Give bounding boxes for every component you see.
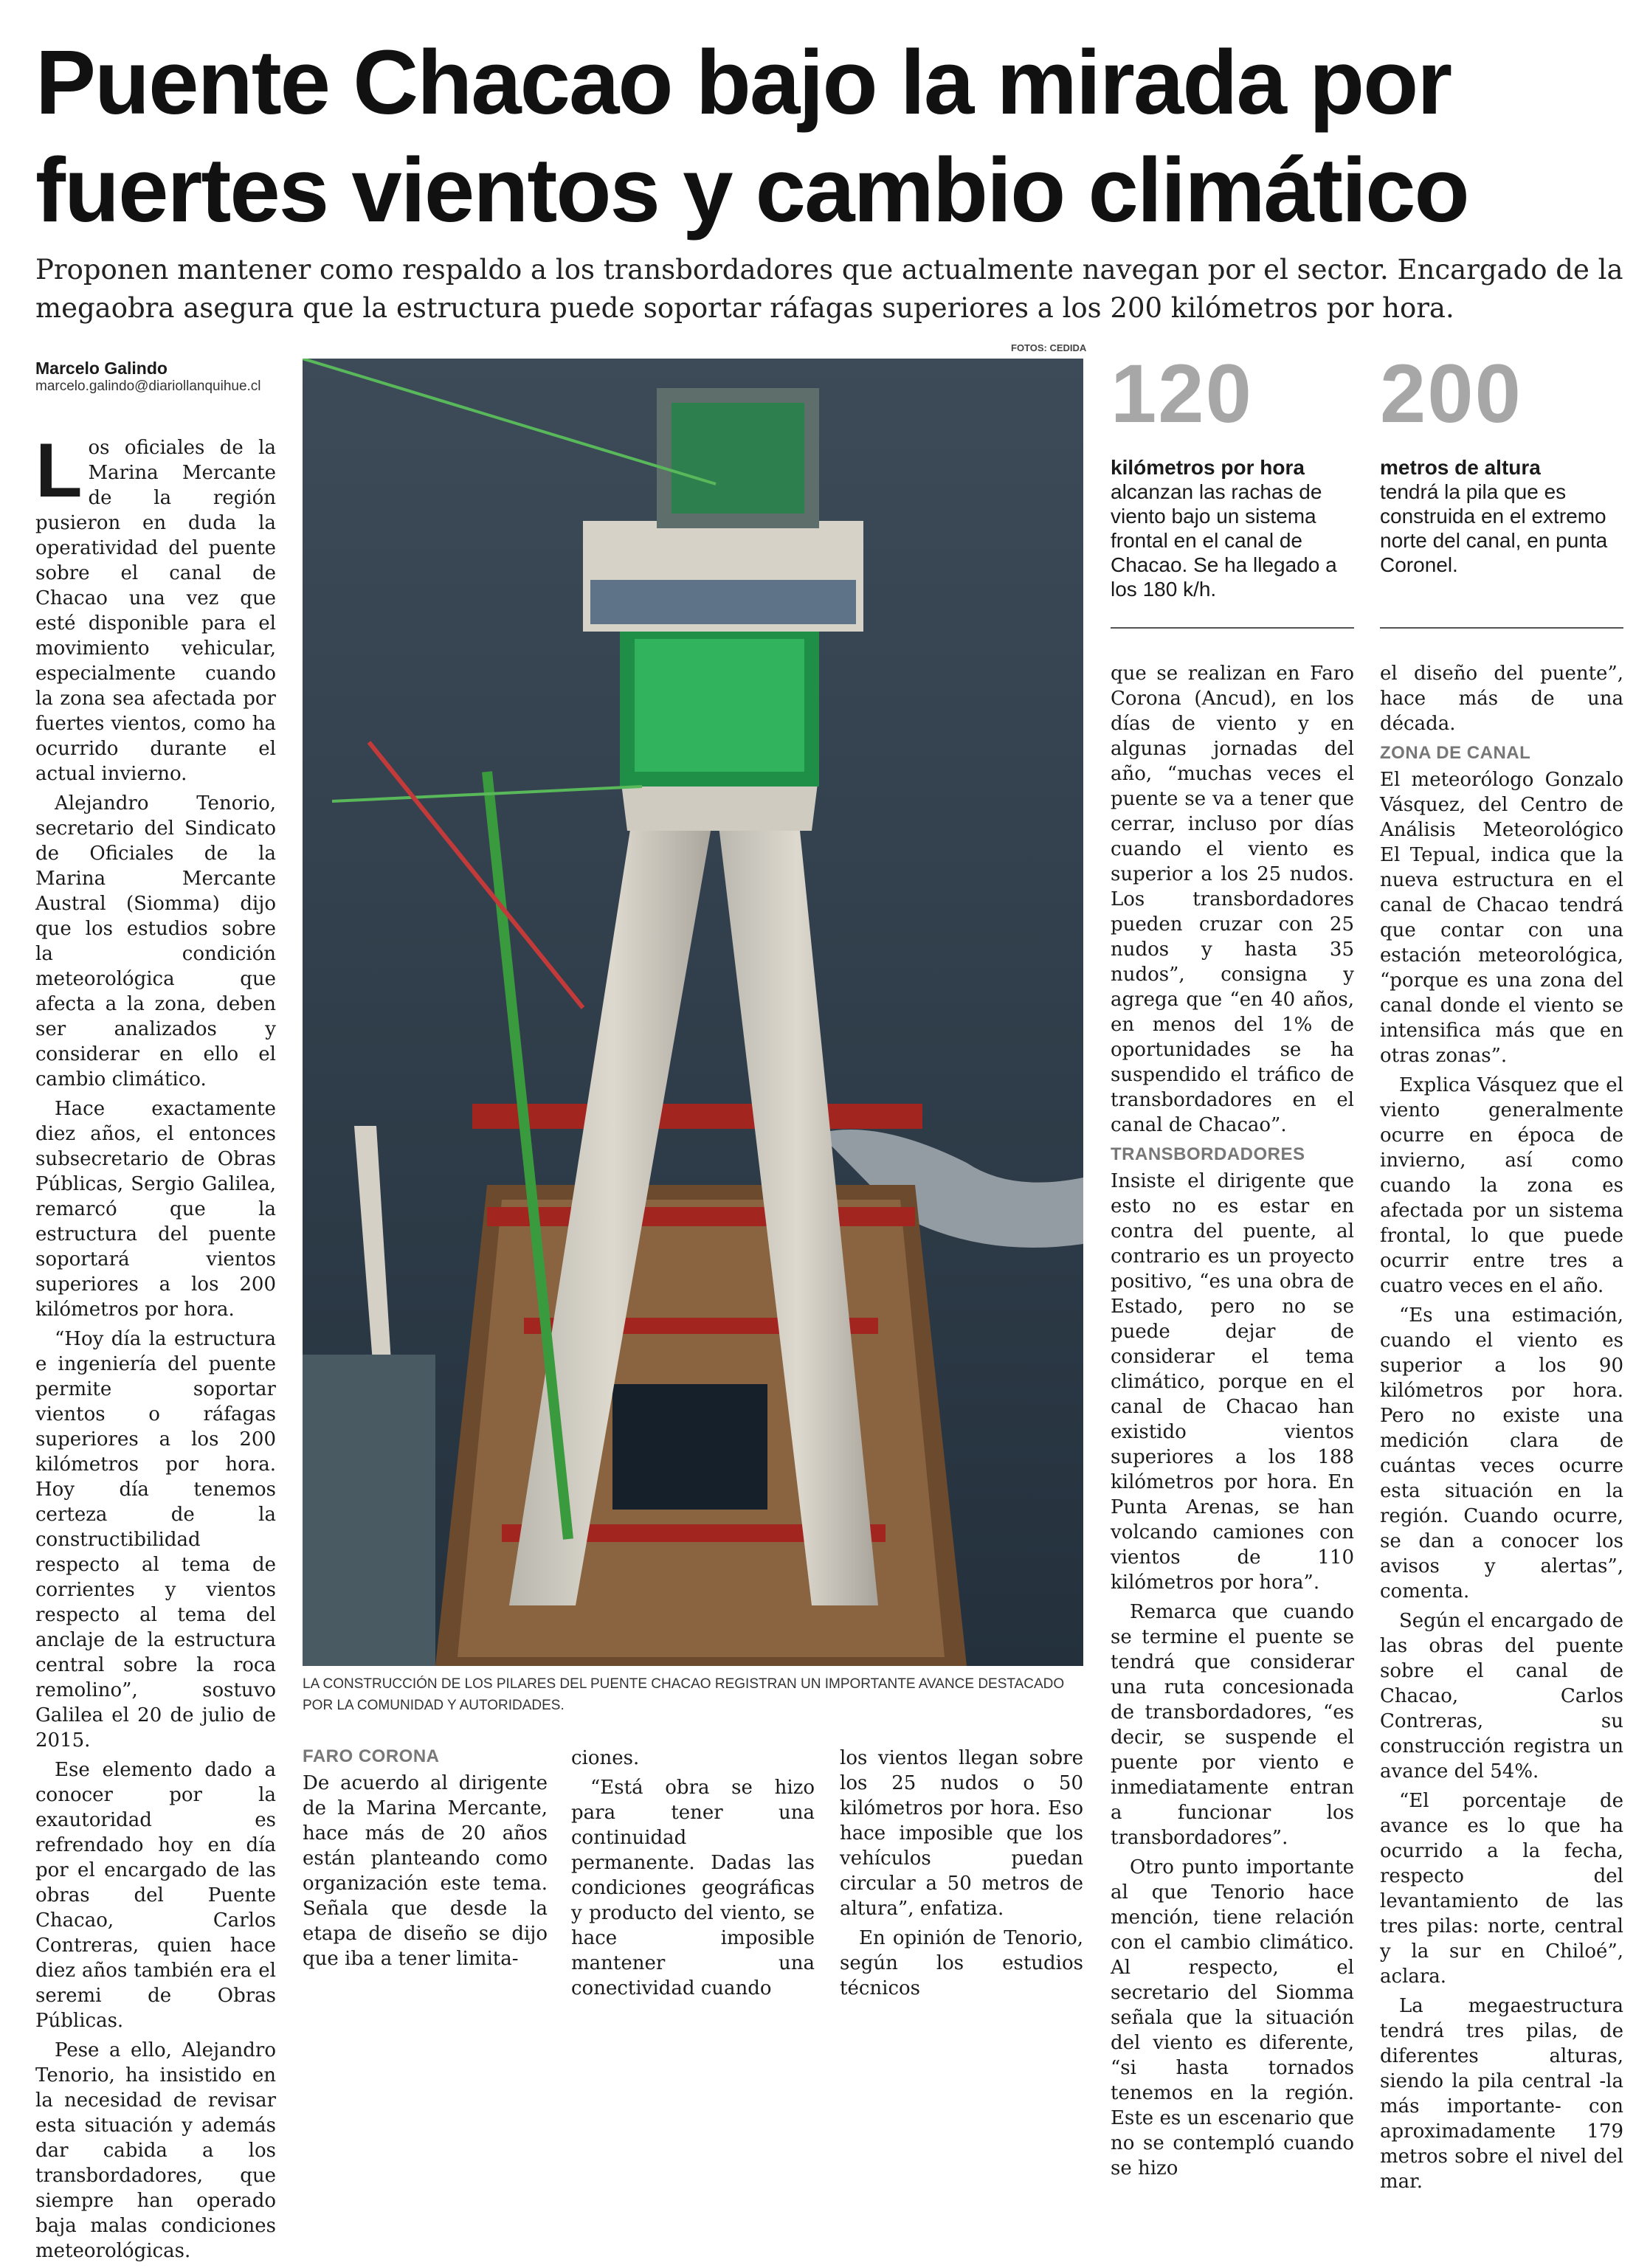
headline-line-2: fuertes vientos y cambio climático [35,140,1468,241]
headline-line-1: Puente Chacao bajo la mirada por [35,32,1451,134]
paragraph: Insiste el dirigente que esto no es estar en contra del puente, al contrario es un proyecto positivo, “es una obra de Estado, pero no se puede dejar de considerar el tema climático, porque en el canal de Chacao han existido vientos superiores a los 188 kilómetros por hora. En Punta Arenas, se han volcando camiones con vientos de 110 kilómetros por hora”. [1111,1170,1354,1594]
stat-number: 120 [1111,348,1253,440]
paragraph: El meteorólogo Gonzalo Vásquez, del Centro de Análisis Meteorológico El Tepual, indica que la nueva estructura en el canal de Chacao tendrá que contar con una estación meteorológica, “porque es una zona del canal donde el viento se intensifica más que en otras zonas”. [1380,769,1623,1067]
stat-number: 200 [1380,348,1522,440]
stat-description: alcanzan las rachas de viento bajo un sistema frontal en el canal de Chacao. Se ha llegado a los 180 k/h. [1111,480,1337,601]
paragraph: los vientos llegan sobre los 25 nudos o 50 kilómetros por hora. Eso hace imposible que los vehículos puedan circular a 50 metros de altura”, enfatiza. [840,1747,1083,1920]
headline [35,30,1622,245]
paragraph: La megaestructura tendrá tres pilas, de diferentes alturas, siendo la pila central -la más importante- con aproximadamente 179 metros sobre el nivel del mar. [1380,1995,1623,2193]
paragraph: “Está obra se hizo para tener una continuidad permanente. Dadas las condiciones geográficas y producto del viento, se hace imposible mantener una conectividad cuando [571,1777,815,1999]
paragraph: Hace exactamente diez años, el entonces subsecretario de Obras Públicas, Sergio Galilea, remarcó que la estructura del puente soportará vientos superiores a los 200 kilómetros por hora. [35,1098,276,1321]
section-heading-faro-corona: FARO CORONA [303,1746,440,1766]
subhead: Proponen mantener como respaldo a los transbordadores que actualmente navegan por el sector. Encargado de la megaobra asegura que la estructura puede soportar ráfagas superiores a los 200 kilómetros por hora. [35,254,1623,324]
paragraph: Remarca que cuando se termine el puente se tendrá que considerar una ruta concesionada de transbordadores, “es decir, se suspende el puente por viento e inmediatamente entran a funcionar los transbordadores”. [1111,1601,1354,1849]
paragraph: De acuerdo al dirigente de la Marina Mercante, hace más de 20 años están planteando como organización este tema. Señala que desde la etapa de diseño se dijo que iba a tener limita- [303,1772,548,1970]
paragraph: Ese elemento dado a conocer por la exautoridad es refrendado hoy en día por el encargado de las obras del Puente Chacao, Carlos Contreras, quien hace diez años también era el seremi de Obras Públicas. [35,1759,276,2032]
stat-box-120 [1111,348,1361,601]
paragraph: “El porcentaje de avance es lo que ha ocurrido a la fecha, respecto del levantamiento de las tres pilas: norte, central y la sur en Chiloé”, aclara. [1380,1790,1623,1988]
paragraph: que se realizan en Faro Corona (Ancud), en los días de viento y en algunas jornadas del año, “muchas veces el puente se va a tener que cerrar, incluso por días cuando el viento es superior a los 25 nudos. Los transbordadores pueden cruzar con 25 nudos y hasta 35 nudos”, consigna y agrega que “en 40 años, en menos del 1% de oportunidades se ha suspendido el tráfico de transbordadores en el canal de Chacao”. [1111,663,1354,1136]
section-heading-zona-de-canal: ZONA DE CANAL [1380,743,1531,763]
column-2 [303,1741,548,1976]
paragraph: Pese a ello, Alejandro Tenorio, ha insistido en la necesidad de revisar esta situación y además dar cabida a los transbordadores, que siempre han operado baja malas condiciones meteorológicas. [35,2039,276,2262]
column-1 [35,428,276,2268]
column-3 [571,1746,815,2005]
bridge-pylon-photo [303,359,1083,1666]
author-email[interactable]: marcelo.galindo@diariollanquihue.cl [35,378,261,394]
paragraph: “Hoy día la estructura e ingeniería del puente permite soportar vientos o ráfagas superiores a los 200 kilómetros por hora. Hoy día tenemos certeza de la constructibilidad respecto al tema de corrientes y vientos respecto al tema del anclaje de la estructura central sobre la roca remolino”, sostuvo Galilea el 20 de julio de 2015. [35,1328,276,1752]
paragraph: “Es una estimación, cuando el viento es superior a los 90 kilómetros por hora. Pero no existe una medición clara de cuántas veces ocurre esta situación en la región. Cuando ocurre, se dan a conocer los avisos y alertas”, comenta. [1380,1304,1623,1603]
paragraph: Explica Vásquez que el viento generalmente ocurre en época de invierno, así como cuando la zona es afectada por un sistema frontal, lo que puede ocurrir entre tres a cuatro veces en el año. [1380,1074,1623,1297]
section-heading-transbordadores: TRANSBORDADORES [1111,1144,1305,1164]
divider [1380,627,1623,629]
paragraph: Alejandro Tenorio, secretario del Sindicato de Oficiales de la Marina Mercante Austral (Siomma) dijo que los estudios sobre la condición meteorológica que afecta a la zona, deben ser analizados y considerar en ello el cambio climático. [35,792,276,1090]
paragraph: Según el encargado de las obras del puente sobre el canal de Chacao, Carlos Contreras, su construcción registra un avance del 54%. [1380,1610,1623,1783]
paragraph: Otro punto importante al que Tenorio hace mención, tiene relación con el cambio climático. Al respecto, el secretario del Siomma señala que la situación del viento es diferente, “si hasta tornados tenemos en la región. Este es un escenario que no se contempló cuando se hizo [1111,1856,1354,2179]
stat-label: metros de altura [1380,456,1541,479]
stat-description: tendrá la pila que es construida en el extremo norte del canal, en punta Coronel. [1380,480,1608,576]
paragraph: ciones. [571,1747,640,1769]
author-name: Marcelo Galindo [35,359,168,378]
divider [1111,627,1354,629]
photo-caption: LA CONSTRUCCIÓN DE LOS PILARES DEL PUENTE CHACAO REGISTRAN UN IMPORTANTE AVANCE DESTACADO POR LA COMUNIDAD Y AUTORIDADES. [303,1676,1065,1713]
stat-box-200 [1380,348,1623,577]
paragraph: el diseño del puente”, hace más de una década. [1380,663,1623,735]
photo-credit: FOTOS: CEDIDA [1011,342,1087,353]
paragraph: En opinión de Tenorio, según los estudios técnicos [840,1927,1083,1999]
column-5 [1111,661,1354,2185]
byline [35,359,261,395]
column-6 [1380,661,1623,2199]
column-4 [840,1746,1083,2005]
bridge-pylon-illustration [303,359,1083,1666]
stat-label: kilómetros por hora [1111,456,1305,479]
drop-cap: L [35,428,83,514]
paragraph: Los oficiales de la Marina Mercante de la región pusieron en duda la operatividad del puente sobre el canal de Chacao una vez que esté disponible para el movimiento vehicular, especialmente cuando la zona sea afectada por fuertes vientos, como ha ocurrido durante el actual invierno. [35,428,276,785]
